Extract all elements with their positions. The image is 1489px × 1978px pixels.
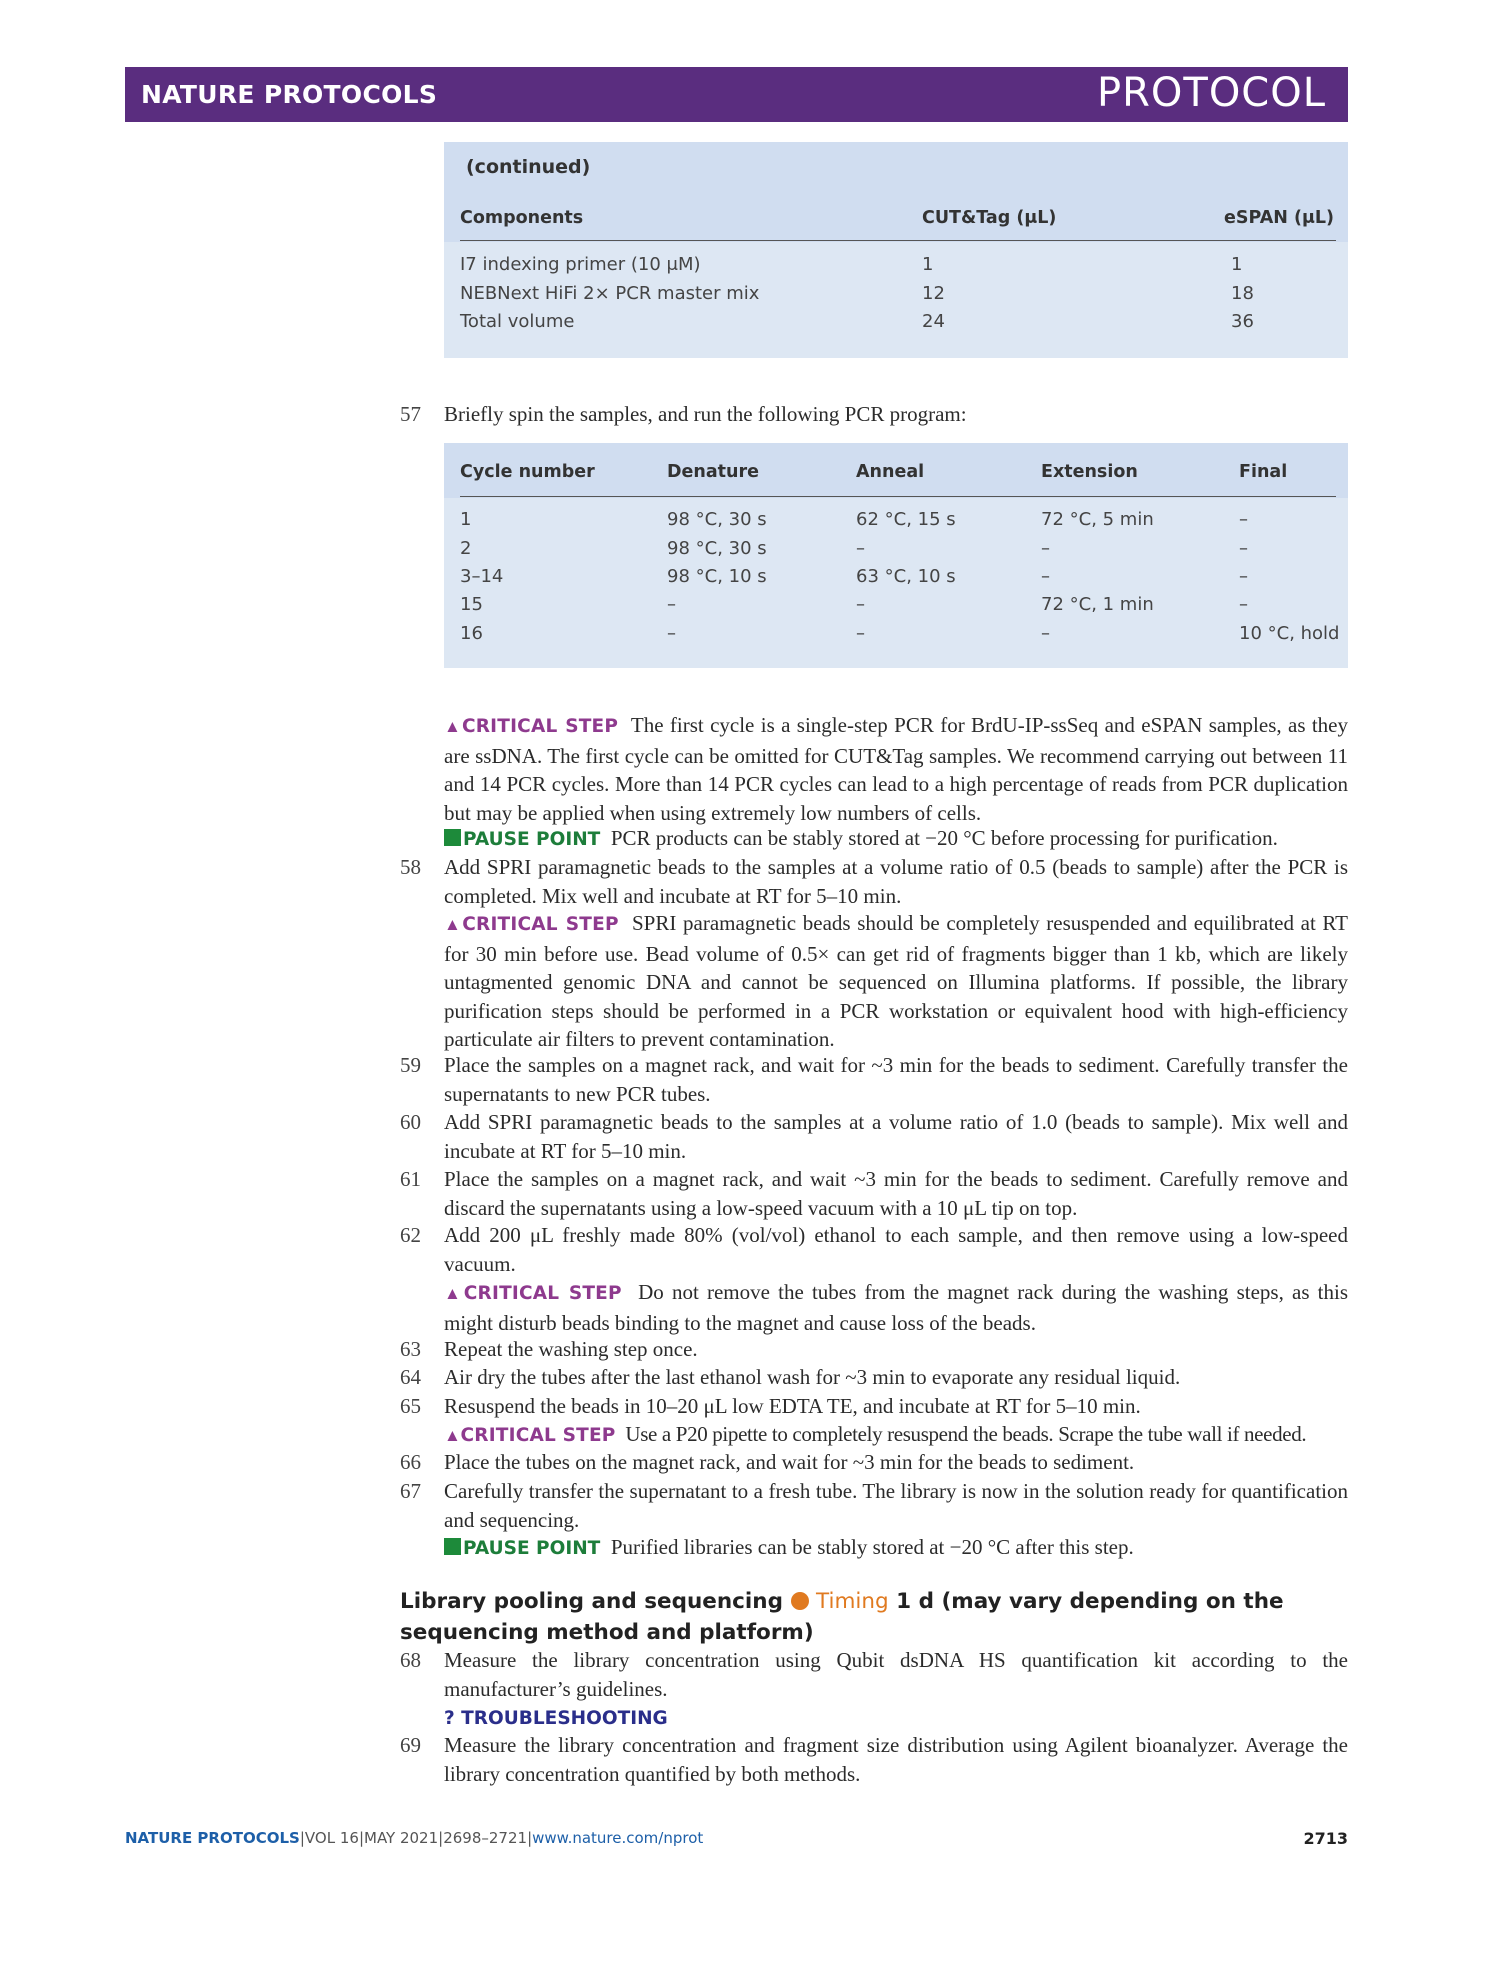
step-text: Place the samples on a magnet rack, and wait ~3 min for the beads to sediment. Carefully remove and discard the supernatants using a low-speed vacuum with a 10 μL tip on top.: [444, 1167, 1348, 1220]
table-cell: –: [667, 623, 676, 644]
table-cell: 16: [460, 623, 483, 644]
table-cell: –: [1239, 538, 1248, 559]
step-number: 62: [400, 1223, 421, 1247]
table-continued-label: (continued): [466, 156, 591, 178]
step-text: Add 200 μL freshly made 80% (vol/vol) ethanol to each sample, and then remove using a low-speed vacuum.: [444, 1223, 1348, 1276]
step-number: 65: [400, 1394, 421, 1418]
table-cell: 36: [1231, 311, 1254, 332]
footer-date: MAY 2021: [364, 1829, 439, 1847]
table-cell: 98 °C, 30 s: [667, 538, 767, 559]
column-header-components: Components: [460, 208, 584, 228]
table-cell: –: [667, 594, 676, 615]
table-cell: 12: [922, 283, 945, 304]
step-text: Carefully transfer the supernatant to a fresh tube. The library is now in the solution ready for quantification and sequencing.: [444, 1479, 1348, 1532]
step-text: Place the tubes on the magnet rack, and wait for ~3 min for the beads to sediment.: [444, 1450, 1135, 1474]
table-cell: 10 °C, hold: [1239, 623, 1340, 644]
step-number: 63: [400, 1337, 421, 1361]
warning-triangle-icon: ▲: [444, 1426, 461, 1445]
step-text: Resuspend the beads in 10–20 μL low EDTA TE, and incubate at RT for 5–10 min.: [444, 1394, 1141, 1418]
timing-text: 1 d (may vary depending on the sequencing method and platform): [400, 1589, 1284, 1645]
pause-point-text: PCR products can be stably stored at −20 °C before processing for purification.: [610, 826, 1278, 850]
table-cell: 24: [922, 311, 945, 332]
pause-point-label: PAUSE POINT: [463, 829, 601, 850]
table-cell: –: [1041, 623, 1050, 644]
pcr-program-table: [444, 443, 1348, 668]
footer-pages: 2698–2721: [443, 1829, 528, 1847]
table-cell: –: [856, 623, 865, 644]
table-cell: –: [856, 538, 865, 559]
table-cell: I7 indexing primer (10 μM): [460, 254, 701, 275]
warning-triangle-icon: ▲: [444, 915, 463, 934]
column-header-final: Final: [1239, 462, 1288, 482]
critical-step-label: CRITICAL STEP: [460, 1425, 616, 1446]
table-header-rule: [460, 496, 1336, 497]
footer-url-link[interactable]: www.nature.com/nprot: [532, 1829, 704, 1847]
table-cell: –: [1041, 538, 1050, 559]
table-cell: –: [1041, 566, 1050, 587]
step-text: Place the samples on a magnet rack, and wait for ~3 min for the beads to sediment. Carefully transfer the supernatants to new PCR tubes.: [444, 1053, 1348, 1106]
pause-point-note: [444, 1533, 1348, 1564]
troubleshooting-note: [444, 1703, 1348, 1734]
table-cell: 18: [1231, 283, 1254, 304]
column-header-cycle: Cycle number: [460, 462, 595, 482]
troubleshooting-label: ? TROUBLESHOOTING: [444, 1708, 668, 1729]
components-table: [444, 142, 1348, 358]
column-header-anneal: Anneal: [856, 462, 925, 482]
table-cell: 62 °C, 15 s: [856, 509, 956, 530]
table-cell: 15: [460, 594, 483, 615]
pause-point-label: PAUSE POINT: [463, 1538, 601, 1559]
critical-step-label: CRITICAL STEP: [462, 914, 619, 935]
column-header-cuttag: CUT&Tag (μL): [922, 208, 1057, 228]
pause-point-text: Purified libraries can be stably stored at −20 °C after this step.: [610, 1535, 1134, 1559]
table-cell: NEBNext HiFi 2× PCR master mix: [460, 283, 760, 304]
column-header-denature: Denature: [667, 462, 759, 482]
step-text: Measure the library concentration using Qubit dsDNA HS quantification kit according to the manufacturer’s guidelines.: [444, 1648, 1348, 1701]
page-footer: NATURE PROTOCOLS|VOL 16|MAY 2021|2698–2721|www.nature.com/nprot 2713: [125, 1829, 1348, 1848]
footer-journal: NATURE PROTOCOLS: [125, 1829, 300, 1847]
footer-volume: VOL 16: [304, 1829, 359, 1847]
table-cell: –: [1239, 594, 1248, 615]
section-heading: [400, 1586, 1340, 1648]
pause-square-icon: [444, 1538, 461, 1555]
critical-step-note: [444, 909, 1348, 1054]
pause-square-icon: [444, 829, 461, 846]
table-cell: 2: [460, 538, 472, 559]
step-text: Air dry the tubes after the last ethanol wash for ~3 min to evaporate any residual liquid.: [444, 1365, 1181, 1389]
critical-step-note: [444, 711, 1348, 827]
table-cell: –: [1239, 566, 1248, 587]
step-text: Briefly spin the samples, and run the following PCR program:: [444, 402, 967, 426]
critical-step-text: The first cycle is a single-step PCR for BrdU-IP-ssSeq and eSPAN samples, as they are ssDNA. The first cycle can be omitted for CUT&Tag samples. We recommend carrying out between 11 and 14 PCR cycles. More than 14 PCR cycles can lead to a high percentage of reads from PCR duplication but may be applied when using extremely low numbers of cells.: [444, 713, 1349, 825]
timing-label: Timing: [816, 1589, 889, 1614]
column-header-espan: eSPAN (μL): [1224, 208, 1334, 228]
step-number: 60: [400, 1110, 421, 1134]
step-text: Add SPRI paramagnetic beads to the samples at a volume ratio of 1.0 (beads to sample). Mix well and incubate at RT for 5–10 min.: [444, 1110, 1348, 1163]
step-number: 61: [400, 1167, 421, 1191]
step-number: 69: [400, 1733, 421, 1757]
step-number: 66: [400, 1450, 421, 1474]
critical-step-label: CRITICAL STEP: [461, 716, 619, 737]
column-header-extension: Extension: [1041, 462, 1138, 482]
step-number: 59: [400, 1053, 421, 1077]
step-number: 67: [400, 1479, 421, 1503]
step-text: Add SPRI paramagnetic beads to the samples at a volume ratio of 0.5 (beads to sample) after the PCR is completed. Mix well and incubate at RT for 5–10 min.: [444, 855, 1348, 908]
critical-step-label: CRITICAL STEP: [463, 1283, 622, 1304]
table-cell: 1: [922, 254, 934, 275]
table-cell: 1: [460, 509, 472, 530]
table-cell: 72 °C, 5 min: [1041, 509, 1154, 530]
page-number: 2713: [1303, 1829, 1348, 1848]
critical-step-text: Do not remove the tubes from the magnet rack during the washing steps, as this might disturb beads binding to the magnet and cause loss of the beads.: [444, 1280, 1349, 1335]
table-cell: –: [856, 594, 865, 615]
table-cell: 98 °C, 30 s: [667, 509, 767, 530]
step-number: 68: [400, 1648, 421, 1672]
step-number: 64: [400, 1365, 421, 1389]
table-header-rule: [460, 240, 1336, 241]
timing-clock-icon: [791, 1592, 809, 1610]
journal-name: NATURE PROTOCOLS: [141, 80, 438, 109]
step-number: 57: [400, 402, 421, 426]
step-number: 58: [400, 855, 421, 879]
table-cell: –: [1239, 509, 1248, 530]
article-type: PROTOCOL: [1096, 70, 1326, 116]
table-cell: 3–14: [460, 566, 504, 587]
pause-point-note: [444, 824, 1348, 855]
table-cell: 98 °C, 10 s: [667, 566, 767, 587]
table-cell: 1: [1231, 254, 1243, 275]
critical-step-text: SPRI paramagnetic beads should be completely resuspended and equilibrated at RT for 30 min before use. Bead volume of 0.5× can get rid of fragments bigger than 1 kb, which are likely untagmented genomic DNA and cannot be sequenced on Illumina platforms. If possible, the library purification steps should be performed in a PCR workstation or equivalent hood with high-efficiency particulate air filters to prevent contamination.: [444, 911, 1349, 1051]
critical-step-note: [444, 1420, 1348, 1451]
step-text: Measure the library concentration and fragment size distribution using Agilent bioanalyzer. Average the library concentration quantified by both methods.: [444, 1733, 1348, 1786]
table-cell: 63 °C, 10 s: [856, 566, 956, 587]
section-title: Library pooling and sequencing: [400, 1589, 783, 1614]
step-text: Repeat the washing step once.: [444, 1337, 698, 1361]
warning-triangle-icon: ▲: [444, 717, 462, 736]
journal-header-bar: [125, 67, 1348, 122]
critical-step-text: Use a P20 pipette to completely resuspend the beads. Scrape the tube wall if needed.: [625, 1422, 1307, 1446]
critical-step-note: [444, 1278, 1348, 1337]
table-cell: Total volume: [460, 311, 575, 332]
warning-triangle-icon: ▲: [444, 1284, 464, 1303]
table-cell: 72 °C, 1 min: [1041, 594, 1154, 615]
